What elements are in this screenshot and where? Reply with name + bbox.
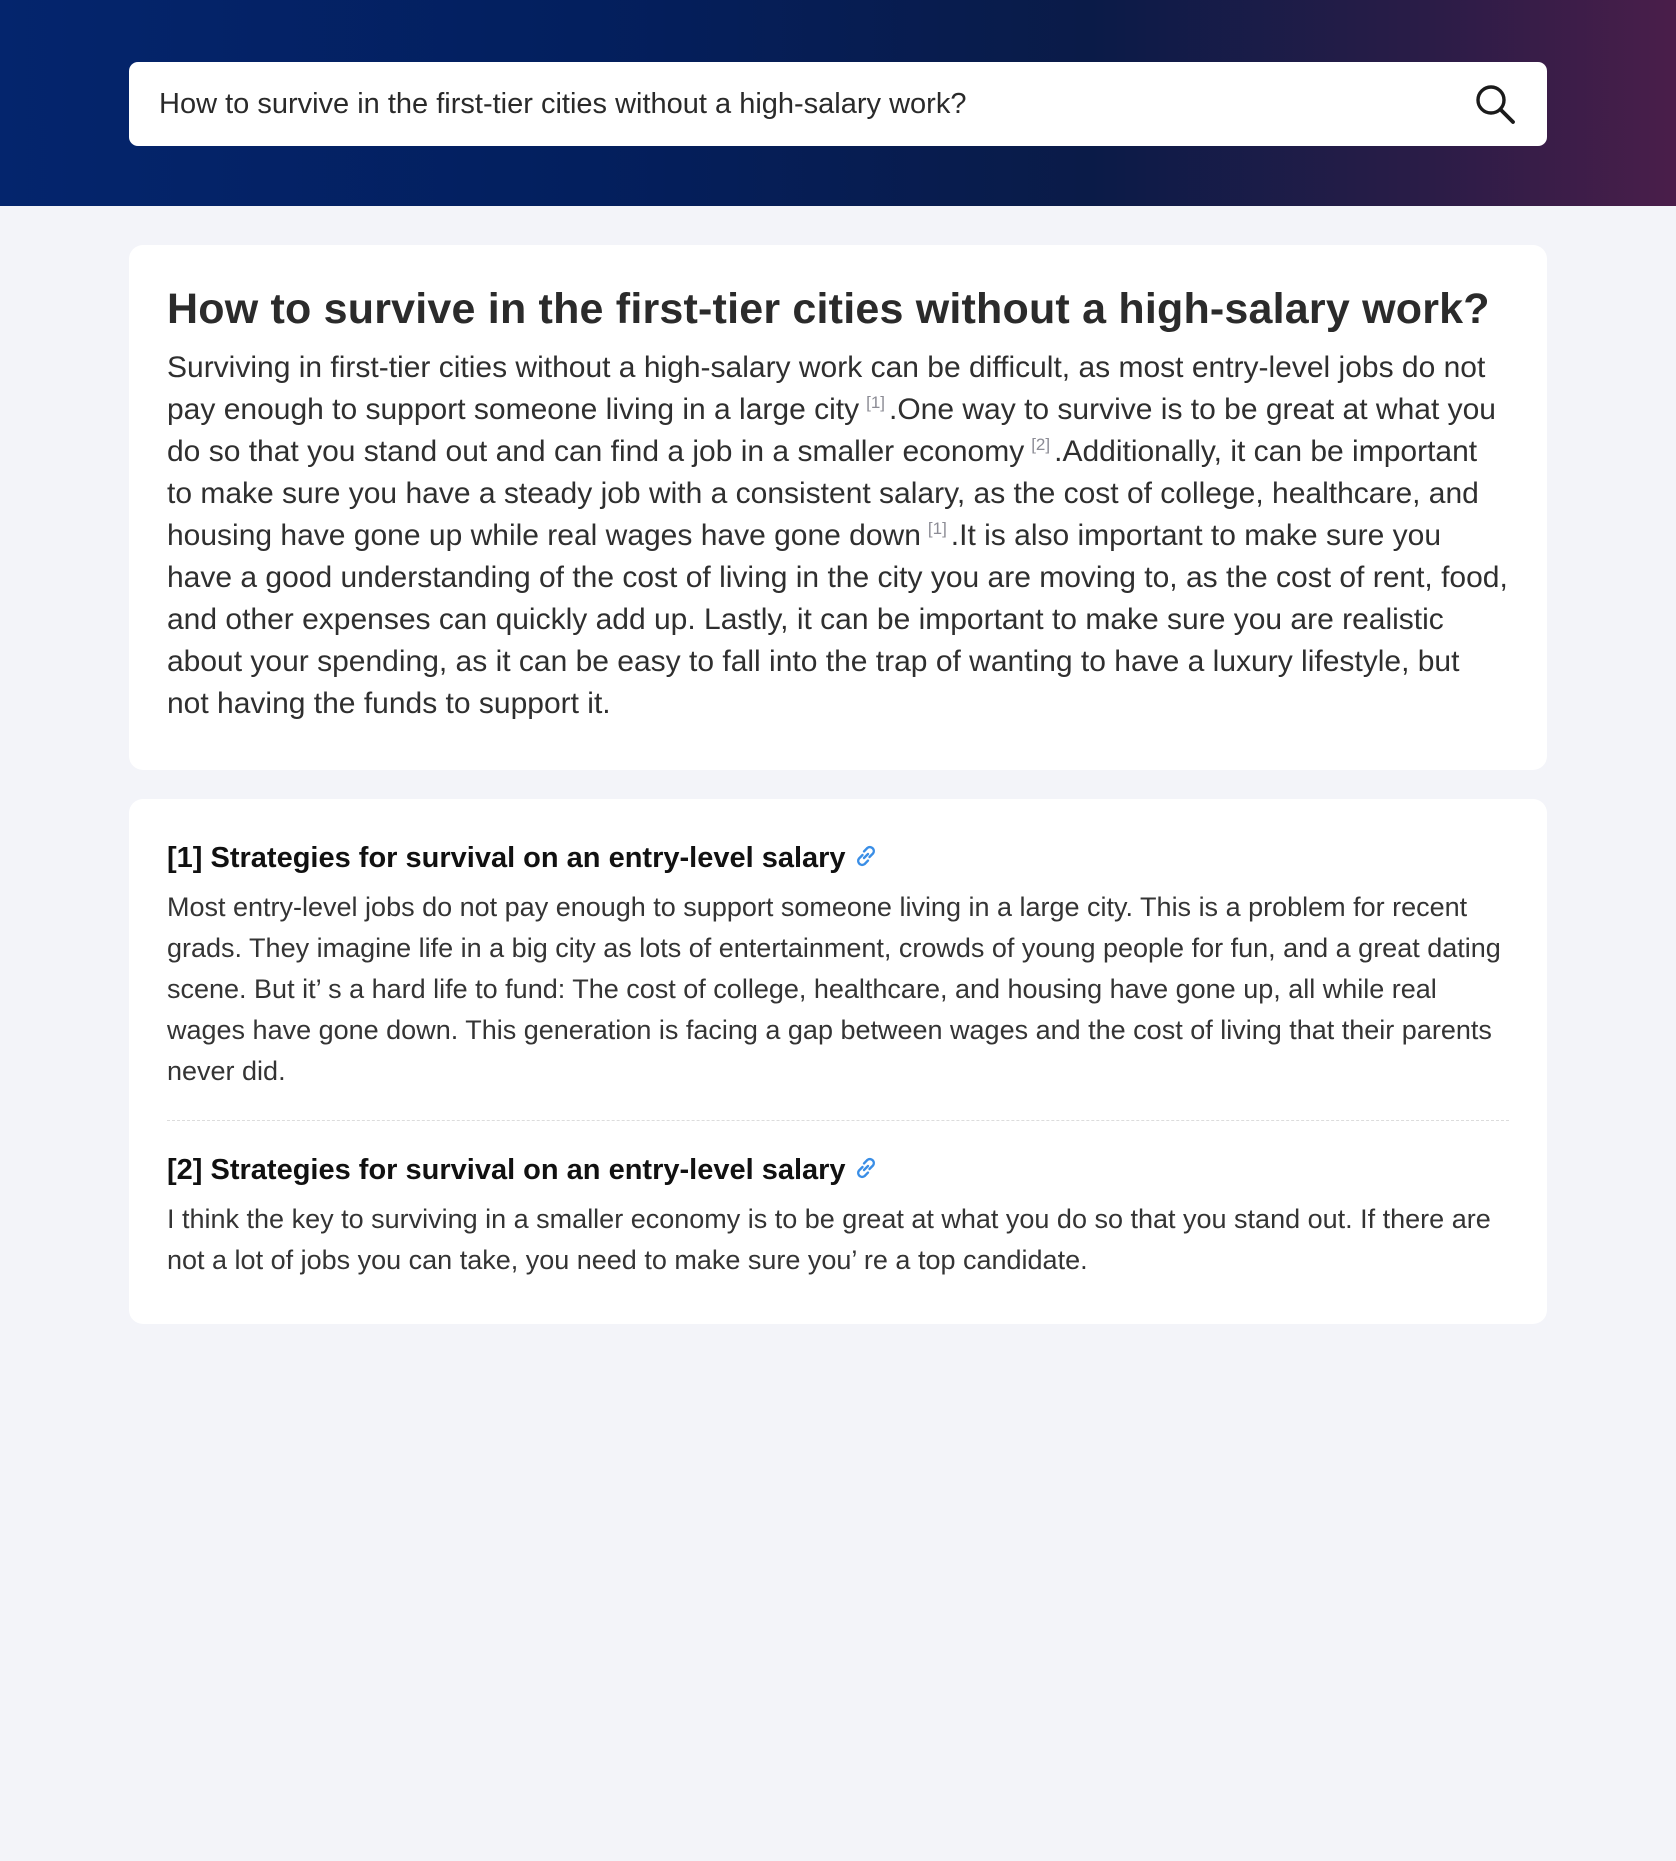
source-label: [2] Strategies for survival on an entry-level salary [167, 1154, 846, 1186]
answer-text-segment: Surviving in first-tier cities without a high-salary work can be difficult, as most entry-level jobs do not pay enough to support someone living in a large city [167, 350, 1486, 426]
answer-text-segment: .It is also important to make sure you have a good understanding of the cost of living in the city you are moving to, as the cost of rent, food, and other expenses can quickly add up. Lastly, it can be important to make sure you are realistic about your spending, as it can be easy to fall into the trap of wanting to have a luxury lifestyle, but not having the funds to support it. [167, 518, 1508, 720]
header-banner [0, 0, 1676, 206]
citation-link[interactable]: [2] [1031, 434, 1051, 454]
answer-text-segment: .Additionally, it can be important to make sure you have a steady job with a consistent salary, as the cost of college, healthcare, and housing have gone up while real wages have gone down [167, 434, 1479, 552]
search-button[interactable] [1473, 82, 1517, 126]
source-item [167, 799, 1509, 1121]
source-title [167, 1151, 1509, 1189]
source-item [167, 1121, 1509, 1281]
link-icon[interactable] [852, 1154, 880, 1182]
search-bar [129, 62, 1547, 146]
answer-title: How to survive in the first-tier cities without a high-salary work? [167, 285, 1490, 333]
answer-text-segment: .One way to survive is to be great at what you do so that you stand out and can find a job in a smaller economy [167, 392, 1496, 468]
citation-link[interactable]: [1] [927, 518, 947, 538]
source-snippet: I think the key to surviving in a smaller economy is to be great at what you do so that you stand out. If there are not a lot of jobs you can take, you need to make sure you’ re a top candidate. [167, 1204, 1491, 1275]
answer-body [167, 347, 1509, 725]
search-icon [1473, 82, 1517, 126]
answer-card [129, 245, 1547, 770]
source-label: [1] Strategies for survival on an entry-level salary [167, 842, 846, 874]
citation-link[interactable]: [1] [866, 392, 886, 412]
link-icon[interactable] [852, 842, 880, 870]
sources-card [129, 799, 1547, 1324]
search-input[interactable] [159, 62, 1459, 146]
source-title [167, 839, 1509, 877]
source-snippet: Most entry-level jobs do not pay enough to support someone living in a large city. This is a problem for recent grads. They imagine life in a big city as lots of entertainment, crowds of young people for fun, and a great dating scene. But it’ s a hard life to fund: The cost of college, healthcare, and housing have gone up, all while real wages have gone down. This generation is facing a gap between wages and the cost of living that their parents never did. [167, 892, 1501, 1086]
